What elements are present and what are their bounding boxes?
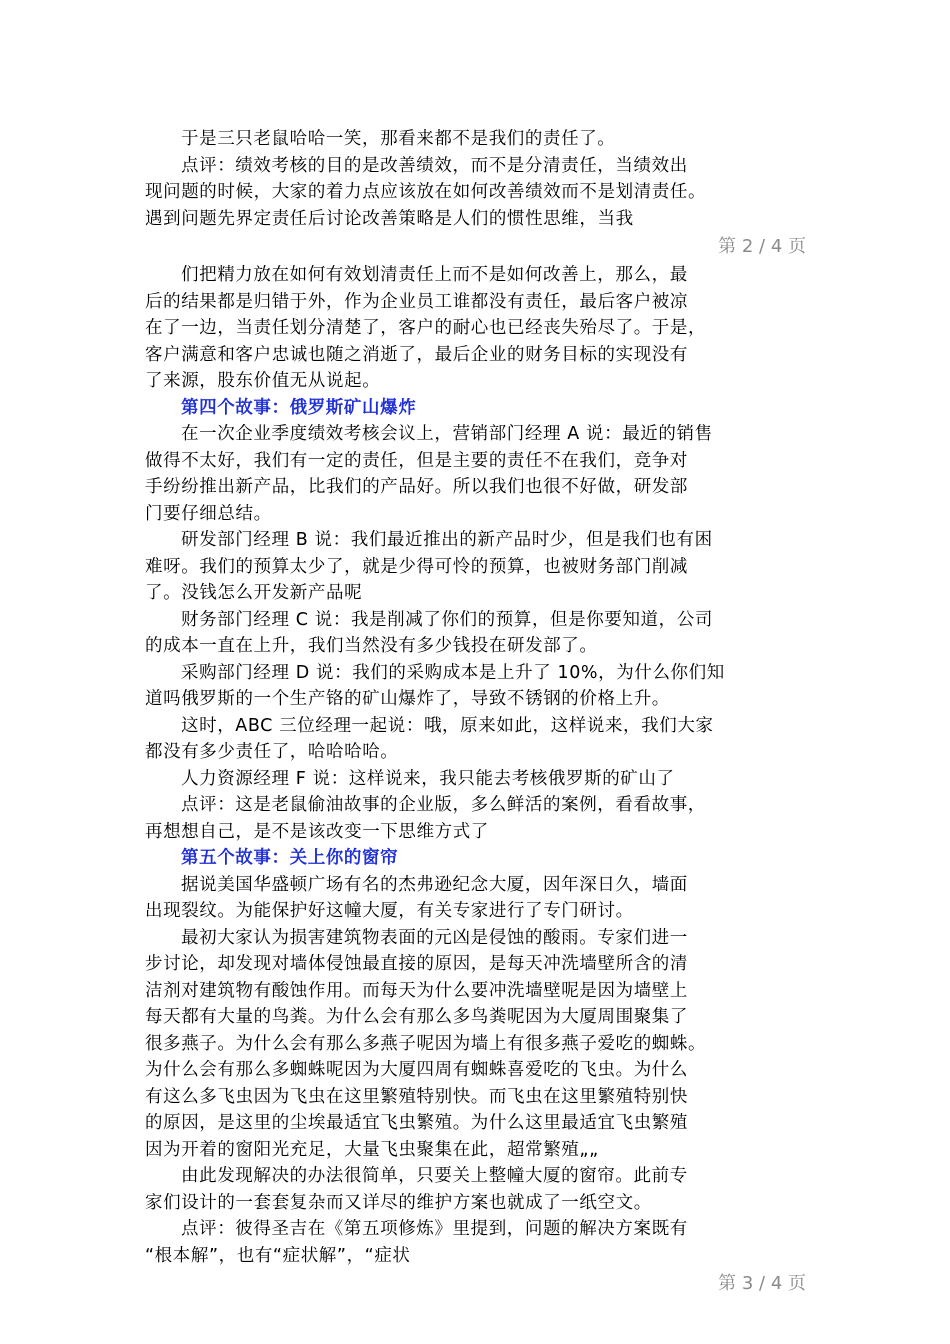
body-line: 的原因，是这里的尘埃最适宜飞虫繁殖。为什么这里最适宜飞虫繁殖 [145, 1113, 688, 1133]
body-line: 手纷纷推出新产品，比我们的产品好。所以我们也很不好做，研发部 [145, 477, 688, 497]
body-line: 了来源，股东价值无从说起。 [145, 371, 381, 391]
body-line: 门要仔细总结。 [145, 503, 272, 524]
body-line: 点评：绩效考核的目的是改善绩效，而不是分清责任，当绩效出 [181, 155, 688, 176]
body-line: 在了一边，当责任划分清楚了，客户的耐心也已经丧失殆尽了。于是， [145, 318, 707, 338]
body-line: 做得不太好，我们有一定的责任，但是主要的责任不在我们，竞争对 [145, 450, 688, 471]
body-line: 洁剂对建筑物有酸蚀作用。而每天为什么要冲洗墙壁呢是因为墙壁上 [145, 980, 688, 1001]
body-line: 财务部门经理 C 说：我是削减了你们的预算，但是你要知道，公司 [181, 609, 713, 630]
section-heading: 第五个故事：关上你的窗帘 [181, 848, 399, 868]
body-line: 的成本一直在上升，我们当然没有多少钱投在研发部了。 [145, 636, 598, 656]
body-line: 客户满意和客户忠诚也随之消逝了，最后企业的财务目标的实现没有 [145, 344, 688, 365]
body-line: 最初大家认为损害建筑物表面的元凶是侵蚀的酸雨。专家们进一 [181, 927, 688, 948]
body-line: 为什么会有那么多蜘蛛呢因为大厦四周有蜘蛛喜爱吃的飞虫。为什么 [145, 1060, 688, 1080]
body-line: 们把精力放在如何有效划清责任上而不是如何改善上，那么，最 [181, 265, 688, 285]
body-line: 再想想自己，是不是该改变一下思维方式了 [145, 821, 489, 842]
body-line: 由此发现解决的办法很简单，只要关上整幢大厦的窗帘。此前专 [181, 1166, 688, 1186]
body-line: 点评：彼得圣吉在《第五项修炼》里提到，问题的解决方案既有 [181, 1219, 688, 1239]
body-line: 于是三只老鼠哈哈一笑，那看来都不是我们的责任了。 [181, 129, 616, 149]
page-number: 第 3 / 4 页 [718, 1273, 806, 1294]
body-line: 遇到问题先界定责任后讨论改善策略是人们的惯性思维，当我 [145, 208, 634, 229]
body-line: 在一次企业季度绩效考核会议上，营销部门经理 A 说：最近的销售 [181, 424, 713, 444]
body-line: 很多燕子。为什么会有那么多燕子呢因为墙上有很多燕子爱吃的蜘蛛。 [145, 1033, 707, 1054]
body-line: “根本解”，也有“症状解”，“症状 [145, 1245, 411, 1266]
page-number: 第 2 / 4 页 [718, 236, 806, 257]
body-line: 现问题的时候，大家的着力点应该放在如何改善绩效而不是划清责任。 [145, 182, 707, 202]
body-line: 研发部门经理 B 说：我们最近推出的新产品时少，但是我们也有困 [181, 530, 713, 550]
body-line: 都没有多少责任了，哈哈哈哈。 [145, 742, 399, 762]
body-line: 每天都有大量的鸟粪。为什么会有那么多鸟粪呢因为大厦周围聚集了 [145, 1007, 688, 1027]
body-line: 人力资源经理 F 说：这样说来，我只能去考核俄罗斯的矿山了 [181, 768, 675, 789]
body-line: 出现裂纹。为能保护好这幢大厦，有关专家进行了专门研讨。 [145, 901, 634, 921]
body-line: 后的结果都是归错于外，作为企业员工谁都没有责任，最后客户被凉 [145, 291, 688, 312]
body-line: 了。没钱怎么开发新产品呢 [145, 583, 363, 603]
body-line: 点评：这是老鼠偷油故事的企业版，多么鲜活的案例，看看故事， [181, 795, 706, 815]
body-line: 家们设计的一套套复杂而又详尽的维护方案也就成了一纸空文。 [145, 1192, 652, 1213]
body-line: 据说美国华盛顿广场有名的杰弗逊纪念大厦，因年深日久，墙面 [181, 874, 688, 895]
document-page [145, 126, 810, 1299]
body-line: 这时，ABC 三位经理一起说：哦，原来如此，这样说来，我们大家 [181, 715, 714, 736]
body-line: 采购部门经理 D 说：我们的采购成本是上升了 10%，为什么你们知 [181, 662, 725, 683]
body-line: 因为开着的窗阳光充足，大量飞虫聚集在此，超常繁殖„„ [145, 1139, 599, 1160]
body-line: 难呀。我们的预算太少了，就是少得可怜的预算，也被财务部门削减 [145, 556, 688, 577]
body-line: 道吗俄罗斯的一个生产铬的矿山爆炸了，导致不锈钢的价格上升。 [145, 689, 670, 709]
body-line: 步讨论，却发现对墙体侵蚀最直接的原因，是每天冲洗墙壁所含的清 [145, 954, 688, 974]
body-line: 有这么多飞虫因为飞虫在这里繁殖特别快。而飞虫在这里繁殖特别快 [145, 1086, 688, 1107]
section-heading: 第四个故事：俄罗斯矿山爆炸 [181, 397, 417, 418]
